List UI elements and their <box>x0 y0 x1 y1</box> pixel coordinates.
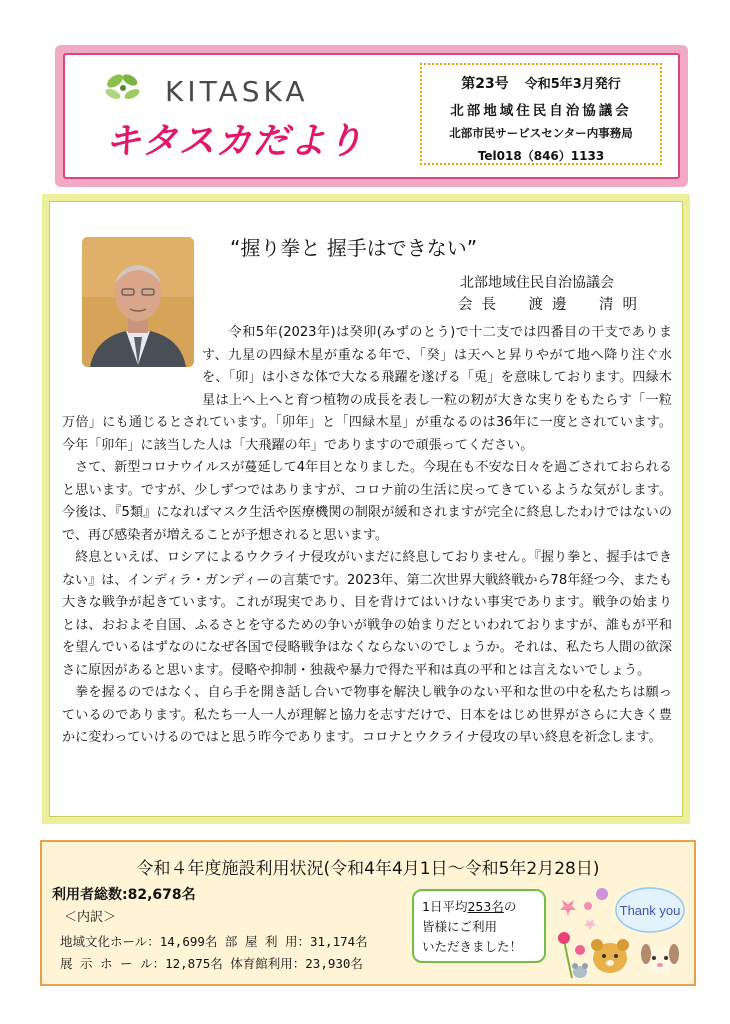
brand-japanese: キタスカだより <box>105 121 364 162</box>
author-name: 会長 渡邊 清明 <box>458 297 646 313</box>
issue-number: 第23号 <box>461 76 509 92</box>
issue-organization: 北部地域住民自治協議会 <box>450 103 632 119</box>
svg-text:Thank you: Thank you <box>619 903 681 918</box>
article-paragraph: さて、新型コロナウイルスが蔓延して4年目となりました。今現在も不安な日々を過ごされておられると思います。ですが、少しずつではありますが、コロナ前の生活に戻ってきているような気がします。今後は、『5類』になればマスク生活や医療機関の制限が緩和されますが完全に終息したわけではないので、再び感染者が増えることが予想されると思います。 <box>62 460 672 543</box>
brand-english: KITASKA <box>165 75 309 108</box>
thank-you-animals-illustration <box>550 880 690 980</box>
usage-total: 利用者総数:82,678名 <box>52 887 196 903</box>
usage-row: 地域文化ホール：14,699名 部 屋 利 用：31,174名 <box>60 934 368 949</box>
issue-date: 令和5年3月発行 <box>524 77 621 92</box>
usage-row: 展 示 ホ ー ル：12,875名 体育館利用：23,930名 <box>60 956 363 971</box>
article-panel <box>49 201 683 817</box>
issue-info-box <box>420 63 662 165</box>
issue-telephone: Tel018（846）1133 <box>477 149 605 163</box>
issue-office: 北部市民サービスセンター内事務局 <box>449 126 633 140</box>
facility-usage-box <box>40 840 696 986</box>
article-paragraph: 拳を握るのではなく、自ら手を開き話し合いで物事を解決し戦争のない平和な世の中を私たちは願っているのであります。私たち一人一人が理解と協力を志すだけで、日本をはじめ世界がさらに大きく豊かに変わっていけるのではと思う昨今であります。コロナとウクライナ侵攻の早い終息を祈念します。 <box>62 685 672 745</box>
masthead-frame <box>55 45 688 187</box>
article-body <box>62 322 672 750</box>
article-frame <box>42 194 690 824</box>
photo-wrap-spacer <box>62 322 202 390</box>
usage-title: 令和４年度施設利用状況(令和4年4月1日～令和5年2月28日) <box>136 859 600 879</box>
author-organization: 北部地域住民自治協議会 <box>460 275 614 291</box>
bubble-text: 1日平均253名の 皆様にご利用 いただきました！ <box>422 899 523 954</box>
article-title: “握り拳と 握手はできない” <box>230 236 478 260</box>
daily-average-bubble <box>412 889 546 963</box>
usage-breakdown-label: ＜内訳＞ <box>64 910 117 925</box>
masthead-inner <box>63 53 680 179</box>
article-paragraph: 終息といえば、ロシアによるウクライナ侵攻がいまだに終息しておりません。『握り拳と、握手はできない』は、インディラ・ガンディーの言葉です。2023年、第二次世界大戦終戦から78年経つ今、またも大きな戦争が起きています。これが現実であり、目を背けてはいけない事実であります。戦争の始まりとは、おおよそ自国、ふるさとを守るための争いが戦争の始まりだといわれておりますが、誰もが平和を望んでいるはずなのになぜ各国で侵略戦争はなくならないのでしょうか。それは、私たち人間の欲深さに原因があると思います。侵略や抑制・独裁や暴力で得た平和は真の平和とは言えないでしょう。 <box>62 550 672 678</box>
leaf-logo-icon <box>103 71 143 103</box>
article-paragraph: 令和5年(2023年)は癸卯(みずのとう)で十二支では四番目の干支であります、九星の四緑木星が重なる年で、「癸」は天へと昇りやがて地へ降り注ぐ水を、「卯」は小さな体で大なる飛躍を遂げる「兎」を意味しております。四緑木星は上へ上へと育つ植物の成長を表し一粒の籾が大きな実りをもたらす「一粒万倍」にも通じるとされています。「卯年」と「四緑木星」が重なるのは36年に一度とされています。今年「卯年」に該当した人は「大飛躍の年」でありますので頑張ってください。 <box>62 325 672 453</box>
issue-header <box>422 73 660 93</box>
